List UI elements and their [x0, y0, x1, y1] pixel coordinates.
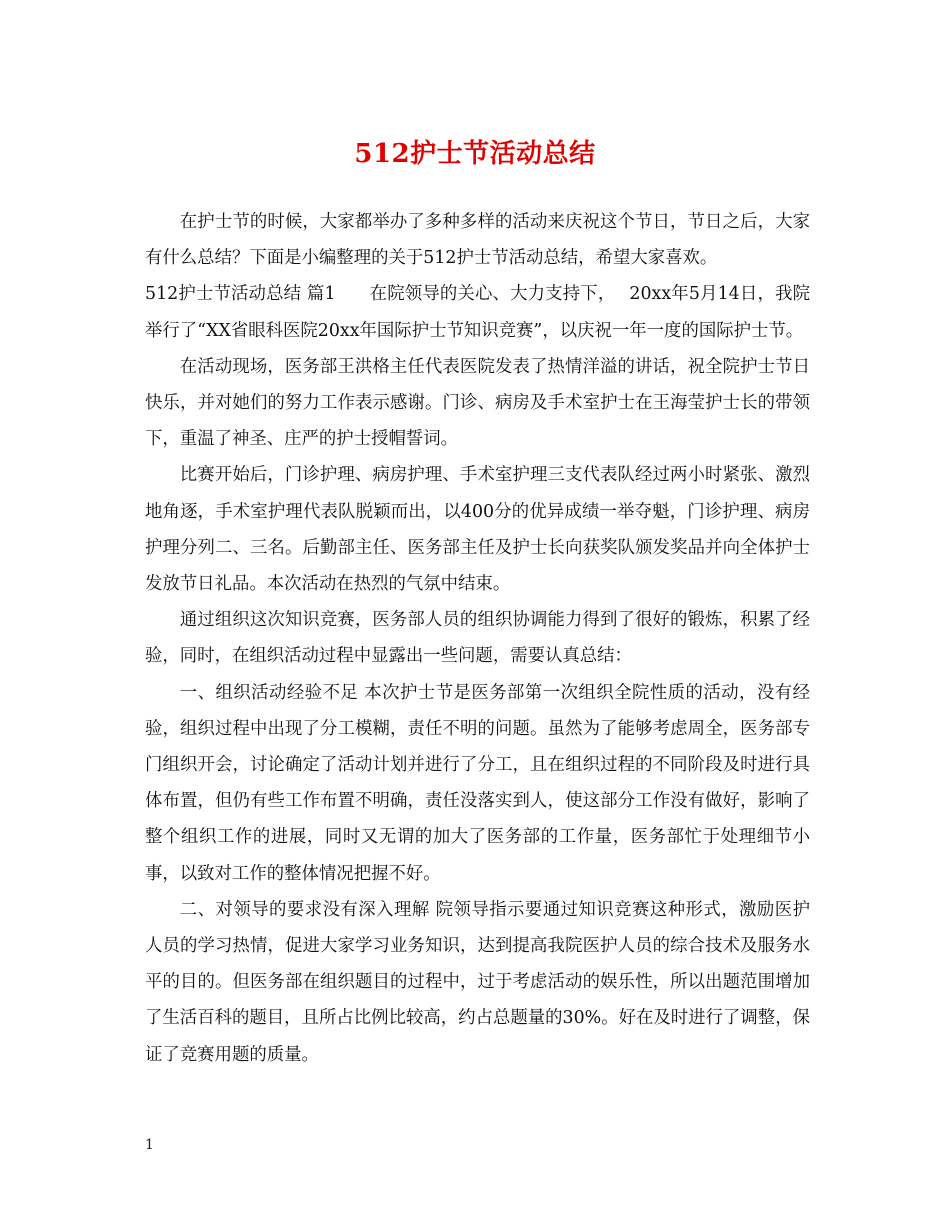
section-rest: 我院举行了“XX省眼科医院20xx年国际护士节知识竞赛”，以庆祝一年一度的国际护士节。	[145, 284, 810, 341]
body-paragraph: 通过组织这次知识竞赛，医务部人员的组织协调能力得到了很好的锻炼，积累了经验，同时，在组织活动过程中显露出一些问题，需要认真总结：	[145, 610, 810, 667]
body-paragraph: 二、对领导的要求没有深入理解 院领导指示要通过知识竞赛这种形式，激励医护人员的学习热情，促进大家学习业务知识，达到提高我院医护人员的综合技术及服务水平的目的。但医务部在组织题目的过程中，过于考虑活动的娱乐性，所以出题范围增加了生活百科的题目，且所占比例比较高，约占总题量的30%。好在及时进行了调整，保证了竞赛用题的质量。	[145, 899, 810, 1065]
section-intro: 在院领导的关心、大力支持下，	[369, 284, 616, 305]
intro-paragraph: 在护士节的时候，大家都举办了多种多样的活动来庆祝这个节日，节日之后，大家有什么总结？下面是小编整理的关于512护士节活动总结，希望大家喜欢。	[145, 212, 810, 269]
section-paragraph	[145, 276, 810, 348]
body-paragraph: 在活动现场，医务部王洪格主任代表医院发表了热情洋溢的讲话，祝全院护士节日快乐，并对她们的努力工作表示感谢。门诊、病房及手术室护士在王海莹护士长的带领下，重温了神圣、庄严的护士授帽誓词。	[145, 356, 810, 450]
page-number: 1	[145, 1137, 154, 1153]
document-title: 512护士节活动总结	[354, 139, 596, 169]
body-paragraph: 比赛开始后，门诊护理、病房护理、手术室护理三支代表队经过两小时紧张、激烈地角逐，手术室护理代表队脱颖而出，以400分的优异成绩一举夺魁，门诊护理、病房护理分列二、三名。后勤部主任、医务部主任及护士长向获奖队颁发奖品并向全体护士发放节日礼品。本次活动在热烈的气氛中结束。	[145, 465, 810, 595]
document-body	[145, 204, 810, 1073]
body-paragraph: 一、组织活动经验不足 本次护士节是医务部第一次组织全院性质的活动，没有经验，组织过程中出现了分工模糊，责任不明的问题。虽然为了能够考虑周全，医务部专门组织开会，讨论确定了活动计划并进行了分工，且在组织过程的不同阶段及时进行具体布置，但仍有些工作布置不明确，责任没落实到人，使这部分工作没有做好，影响了整个组织工作的进展，同时又无谓的加大了医务部的工作量，医务部忙于处理细节小事，以致对工作的整体情况把握不好。	[145, 682, 810, 884]
section-date: 20xx年5月14日，	[629, 284, 776, 305]
section-heading: 512护士节活动总结 篇1	[145, 284, 336, 305]
